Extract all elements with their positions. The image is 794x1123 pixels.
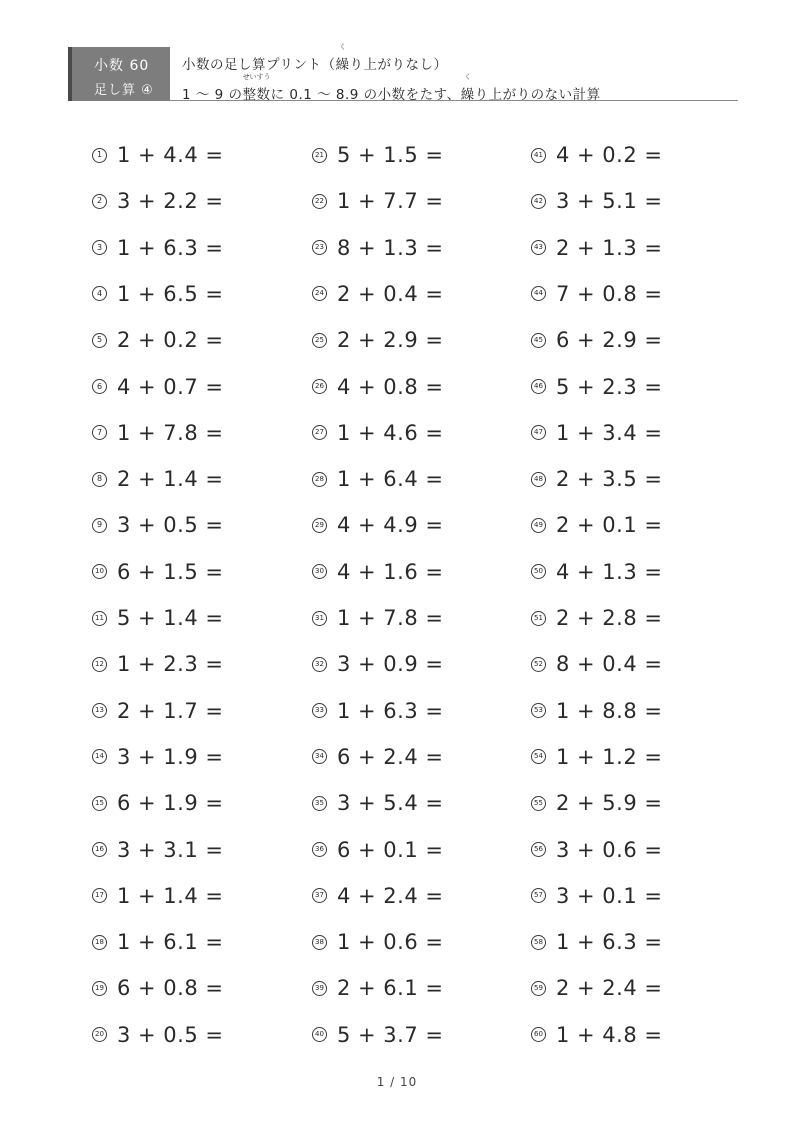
problem-item <box>92 602 223 634</box>
problem-number: 10 <box>92 564 107 579</box>
problem-number: 42 <box>531 194 546 209</box>
problem-item <box>312 556 443 588</box>
problem-expression: 5 + 3.7 = <box>337 1022 444 1047</box>
problem-number: 22 <box>312 194 327 209</box>
problem-expression: 1 + 6.3 = <box>117 235 224 260</box>
problem-item <box>92 787 223 819</box>
problem-expression: 1 + 6.5 = <box>117 281 224 306</box>
problem-number: 13 <box>92 703 107 718</box>
problem-expression: 6 + 1.5 = <box>117 559 224 584</box>
problem-item <box>312 1019 443 1051</box>
problem-expression: 6 + 0.8 = <box>117 976 224 1001</box>
worksheet-header <box>68 43 738 103</box>
title-text-part: 小数の足し算プリント（ <box>182 57 336 73</box>
problem-expression: 1 + 4.8 = <box>556 1022 663 1047</box>
problem-expression: 1 + 6.4 = <box>337 467 444 492</box>
problem-number: 2 <box>92 194 107 209</box>
problem-number: 28 <box>312 472 327 487</box>
problem-number: 52 <box>531 657 546 672</box>
problem-item <box>92 648 223 680</box>
problem-expression: 1 + 8.8 = <box>556 698 663 723</box>
problem-number: 23 <box>312 240 327 255</box>
problem-expression: 3 + 5.4 = <box>337 791 444 816</box>
problem-expression: 2 + 5.9 = <box>556 791 663 816</box>
worksheet-title <box>182 43 601 73</box>
title-text-part: り上がりなし） <box>349 57 448 73</box>
problem-item <box>312 880 443 912</box>
problem-item <box>531 232 662 264</box>
problem-number: 38 <box>312 935 327 950</box>
problem-expression: 3 + 2.2 = <box>117 189 224 214</box>
problem-expression: 6 + 2.9 = <box>556 328 663 353</box>
badge-unit-label: 足し算 ④ <box>94 83 154 98</box>
problem-item <box>312 602 443 634</box>
problem-item <box>531 417 662 449</box>
problem-number: 30 <box>312 564 327 579</box>
problem-number: 33 <box>312 703 327 718</box>
problem-item <box>531 185 662 217</box>
problem-expression: 2 + 2.4 = <box>556 976 663 1001</box>
problem-expression: 2 + 1.7 = <box>117 698 224 723</box>
problem-expression: 1 + 1.4 = <box>117 883 224 908</box>
problem-number: 56 <box>531 842 546 857</box>
problem-number: 7 <box>92 425 107 440</box>
problem-expression: 3 + 1.9 = <box>117 744 224 769</box>
problem-number: 32 <box>312 657 327 672</box>
problem-number: 19 <box>92 981 107 996</box>
problem-expression: 1 + 2.3 = <box>117 652 224 677</box>
problem-number: 20 <box>92 1027 107 1042</box>
page-number: 1 / 10 <box>376 1075 418 1089</box>
problem-number: 41 <box>531 148 546 163</box>
problem-item <box>92 417 223 449</box>
problem-item <box>92 509 223 541</box>
title-block <box>182 43 601 103</box>
problem-number: 21 <box>312 148 327 163</box>
problem-expression: 4 + 4.9 = <box>337 513 444 538</box>
problem-expression: 3 + 5.1 = <box>556 189 663 214</box>
problem-item <box>92 880 223 912</box>
problem-expression: 2 + 1.4 = <box>117 467 224 492</box>
problem-expression: 6 + 0.1 = <box>337 837 444 862</box>
problem-expression: 3 + 3.1 = <box>117 837 224 862</box>
problem-item <box>92 695 223 727</box>
problem-expression: 1 + 3.4 = <box>556 420 663 445</box>
problem-expression: 6 + 1.9 = <box>117 791 224 816</box>
subtitle-text-part: に 0.1 ～ 8.9 の小数をたす、 <box>270 87 461 103</box>
problem-expression: 4 + 1.6 = <box>337 559 444 584</box>
problem-item <box>92 324 223 356</box>
problem-expression: 1 + 4.4 = <box>117 143 224 167</box>
problem-item <box>312 926 443 958</box>
problem-item <box>92 185 223 217</box>
problem-number: 51 <box>531 611 546 626</box>
problem-number: 11 <box>92 611 107 626</box>
problem-expression: 2 + 3.5 = <box>556 467 663 492</box>
problem-item <box>312 232 443 264</box>
problem-item <box>312 648 443 680</box>
problem-item <box>92 463 223 495</box>
problem-number: 50 <box>531 564 546 579</box>
problem-number: 5 <box>92 333 107 348</box>
problem-item <box>312 741 443 773</box>
problem-item <box>531 602 662 634</box>
problem-expression: 4 + 2.4 = <box>337 883 444 908</box>
problem-item <box>531 695 662 727</box>
problem-expression: 7 + 0.8 = <box>556 281 663 306</box>
problem-expression: 1 + 6.3 = <box>337 698 444 723</box>
problem-item <box>531 787 662 819</box>
problem-item <box>531 926 662 958</box>
problem-expression: 8 + 1.3 = <box>337 235 444 260</box>
problem-item <box>312 463 443 495</box>
problem-item <box>531 463 662 495</box>
problem-item <box>92 278 223 310</box>
problem-expression: 3 + 0.6 = <box>556 837 663 862</box>
problem-item <box>92 926 223 958</box>
problem-expression: 4 + 1.3 = <box>556 559 663 584</box>
problem-number: 54 <box>531 749 546 764</box>
problem-number: 57 <box>531 888 546 903</box>
problem-item <box>92 834 223 866</box>
ruby-reading: せいすう <box>242 73 271 81</box>
problem-expression: 1 + 7.8 = <box>337 606 444 630</box>
problem-number: 36 <box>312 842 327 857</box>
problem-item <box>92 556 223 588</box>
problem-item <box>531 1019 662 1051</box>
problem-item <box>312 972 443 1004</box>
problem-item <box>312 695 443 727</box>
worksheet-badge <box>68 47 170 101</box>
problem-item <box>312 371 443 403</box>
problem-item <box>531 741 662 773</box>
problem-number: 15 <box>92 796 107 811</box>
problem-number: 53 <box>531 703 546 718</box>
problem-item <box>92 232 223 264</box>
problem-item <box>312 185 443 217</box>
problem-item <box>312 139 443 171</box>
problem-item <box>531 324 662 356</box>
problem-expression: 1 + 6.3 = <box>556 930 663 955</box>
problem-number: 6 <box>92 379 107 394</box>
ruby-reading: く <box>338 43 346 51</box>
problem-number: 49 <box>531 518 546 533</box>
problem-number: 46 <box>531 379 546 394</box>
problem-number: 3 <box>92 240 107 255</box>
subtitle-text-part: り上がりのない計算 <box>474 87 601 103</box>
problem-expression: 5 + 2.3 = <box>556 374 663 399</box>
badge-series-label: 小数 60 <box>94 58 150 74</box>
ruby-base: 繰 <box>335 57 350 73</box>
problem-item <box>312 834 443 866</box>
problem-expression: 4 + 0.8 = <box>337 374 444 399</box>
problem-number: 40 <box>312 1027 327 1042</box>
problem-expression: 2 + 2.8 = <box>556 606 663 630</box>
problem-item <box>531 139 662 171</box>
problem-number: 25 <box>312 333 327 348</box>
problem-item <box>92 1019 223 1051</box>
problem-item <box>92 741 223 773</box>
problem-expression: 2 + 0.4 = <box>337 281 444 306</box>
problem-number: 12 <box>92 657 107 672</box>
problem-number: 58 <box>531 935 546 950</box>
problem-number: 18 <box>92 935 107 950</box>
problem-item <box>312 417 443 449</box>
problem-expression: 1 + 0.6 = <box>337 930 444 955</box>
problem-number: 47 <box>531 425 546 440</box>
problem-item <box>531 648 662 680</box>
problem-expression: 1 + 7.7 = <box>337 189 444 214</box>
problem-item <box>92 371 223 403</box>
problem-expression: 4 + 0.7 = <box>117 374 224 399</box>
problem-number: 31 <box>312 611 327 626</box>
problem-expression: 3 + 0.1 = <box>556 883 663 908</box>
problem-number: 45 <box>531 333 546 348</box>
problem-number: 29 <box>312 518 327 533</box>
problem-number: 17 <box>92 888 107 903</box>
problem-number: 59 <box>531 981 546 996</box>
subtitle-text-part: 1 ～ 9 の <box>182 87 243 103</box>
problem-expression: 1 + 7.8 = <box>117 420 224 445</box>
problem-item <box>531 371 662 403</box>
problem-number: 27 <box>312 425 327 440</box>
ruby-reading: く <box>464 73 472 81</box>
problem-expression: 1 + 1.2 = <box>556 744 663 769</box>
problem-number: 14 <box>92 749 107 764</box>
problem-number: 1 <box>92 148 107 163</box>
problem-number: 37 <box>312 888 327 903</box>
problem-number: 35 <box>312 796 327 811</box>
problem-number: 44 <box>531 286 546 301</box>
problem-item <box>312 787 443 819</box>
problem-expression: 2 + 0.1 = <box>556 513 663 538</box>
problem-number: 34 <box>312 749 327 764</box>
problem-item <box>531 278 662 310</box>
problem-item <box>531 972 662 1004</box>
problem-expression: 5 + 1.4 = <box>117 606 224 630</box>
problem-number: 26 <box>312 379 327 394</box>
problem-number: 43 <box>531 240 546 255</box>
problem-expression: 8 + 0.4 = <box>556 652 663 677</box>
problem-number: 8 <box>92 472 107 487</box>
problem-number: 48 <box>531 472 546 487</box>
problem-number: 24 <box>312 286 327 301</box>
problem-number: 55 <box>531 796 546 811</box>
problem-expression: 1 + 6.1 = <box>117 930 224 955</box>
problem-item <box>531 834 662 866</box>
problem-item <box>312 324 443 356</box>
problem-item <box>531 509 662 541</box>
problem-item <box>312 509 443 541</box>
problem-expression: 3 + 0.9 = <box>337 652 444 677</box>
problem-expression: 3 + 0.5 = <box>117 1022 224 1047</box>
problem-expression: 5 + 1.5 = <box>337 143 444 167</box>
problem-number: 39 <box>312 981 327 996</box>
header-divider <box>170 100 738 101</box>
problem-item <box>312 278 443 310</box>
problem-number: 60 <box>531 1027 546 1042</box>
problem-item <box>531 880 662 912</box>
problem-expression: 2 + 6.1 = <box>337 976 444 1001</box>
problem-expression: 6 + 2.4 = <box>337 744 444 769</box>
problem-expression: 2 + 1.3 = <box>556 235 663 260</box>
problem-expression: 2 + 2.9 = <box>337 328 444 353</box>
problem-expression: 1 + 4.6 = <box>337 420 444 445</box>
problem-number: 4 <box>92 286 107 301</box>
problem-item <box>92 972 223 1004</box>
title-ruby <box>335 43 350 73</box>
ruby-base: 整数 <box>242 87 271 103</box>
problem-expression: 4 + 0.2 = <box>556 143 663 167</box>
problem-item <box>531 556 662 588</box>
ruby-base: 繰 <box>460 87 475 103</box>
problem-expression: 2 + 0.2 = <box>117 328 224 353</box>
problem-item <box>92 139 223 171</box>
problem-number: 9 <box>92 518 107 533</box>
problem-expression: 3 + 0.5 = <box>117 513 224 538</box>
problem-number: 16 <box>92 842 107 857</box>
